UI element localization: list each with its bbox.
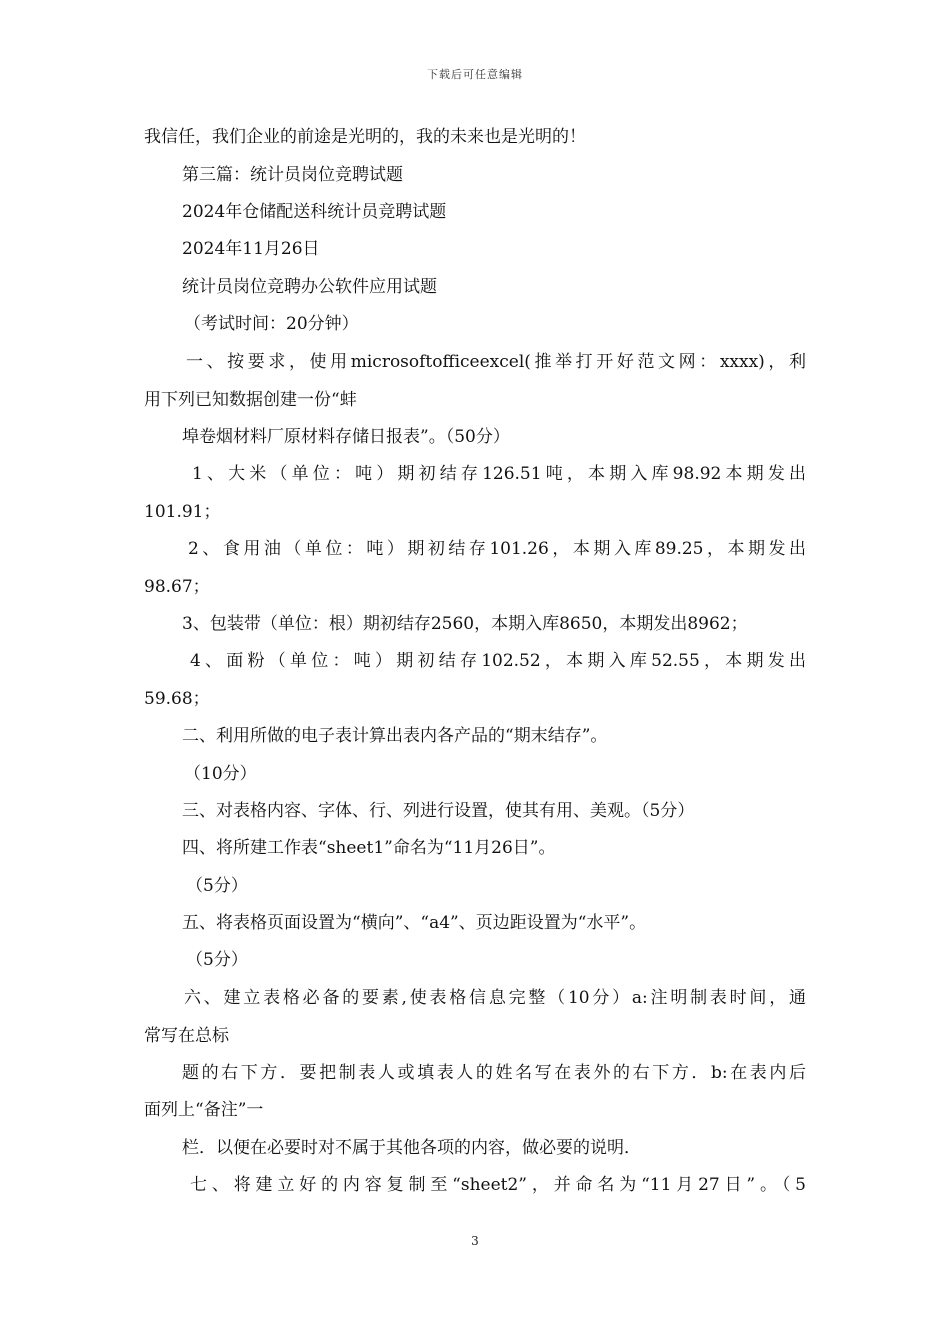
text-line: 用下列已知数据创建一份“蚌: [144, 390, 357, 410]
text-line: 七、将建立好的内容复制至“sheet2”，并命名为“11月27日”。（5: [190, 1175, 806, 1195]
text-line: 面列上“备注”一: [144, 1100, 264, 1120]
text-line: 第三篇：统计员岗位竞聘试题: [182, 165, 403, 185]
text-line: 三、对表格内容、字体、行、列进行设置，使其有用、美观。（5分）: [182, 801, 695, 821]
text-line: 统计员岗位竞聘办公软件应用试题: [182, 277, 437, 297]
text-line: 题的右下方．要把制表人或填表人的姓名写在表外的右下方．b:在表内后: [182, 1063, 806, 1083]
text-line: 我信任，我们企业的前途是光明的，我的未来也是光明的！: [144, 127, 586, 147]
text-line: 埠卷烟材料厂原材料存储日报表”。（50分）: [182, 427, 510, 447]
text-line: 3、包装带（单位：根）期初结存2560，本期入库8650，本期发出8962；: [182, 614, 748, 634]
text-line: （5分）: [186, 876, 248, 896]
text-line: 栏．以便在必要时对不属于其他各项的内容，做必要的说明．: [182, 1138, 641, 1158]
page-header: 下载后可任意编辑: [427, 68, 523, 81]
text-line: 2024年11月26日: [182, 239, 320, 259]
text-line: 98.67；: [144, 577, 210, 597]
text-line: （10分）: [184, 764, 257, 784]
text-line: （考试时间：20分钟）: [184, 314, 359, 334]
text-line: 4、面粉（单位：吨）期初结存102.52，本期入库52.55，本期发出: [190, 651, 806, 671]
page-number: 3: [471, 1234, 479, 1248]
text-line: 1、大米（单位：吨）期初结存126.51吨，本期入库98.92本期发出: [192, 464, 806, 484]
text-line: 一、按要求，使用microsoftofficeexcel(推举打开好范文网：xxxx)，利: [186, 352, 806, 372]
text-line: 四、将所建工作表“sheet1”命名为“11月26日”。: [182, 838, 556, 858]
text-line: （5分）: [186, 950, 248, 970]
text-line: 五、将表格页面设置为“横向”、“a4”、页边距设置为“水平”。: [182, 913, 647, 933]
text-line: 101.91；: [144, 502, 221, 522]
text-line: 2024年仓储配送科统计员竞聘试题: [182, 202, 447, 222]
text-line: 二、利用所做的电子表计算出表内各产品的“期末结存”。: [182, 726, 608, 746]
text-line: 六、建立表格必备的要素,使表格信息完整（10分）a:注明制表时间，通: [184, 988, 806, 1008]
text-line: 2、食用油（单位：吨）期初结存101.26，本期入库89.25，本期发出: [188, 539, 806, 559]
text-line: 常写在总标: [144, 1026, 229, 1046]
text-line: 59.68；: [144, 689, 210, 709]
